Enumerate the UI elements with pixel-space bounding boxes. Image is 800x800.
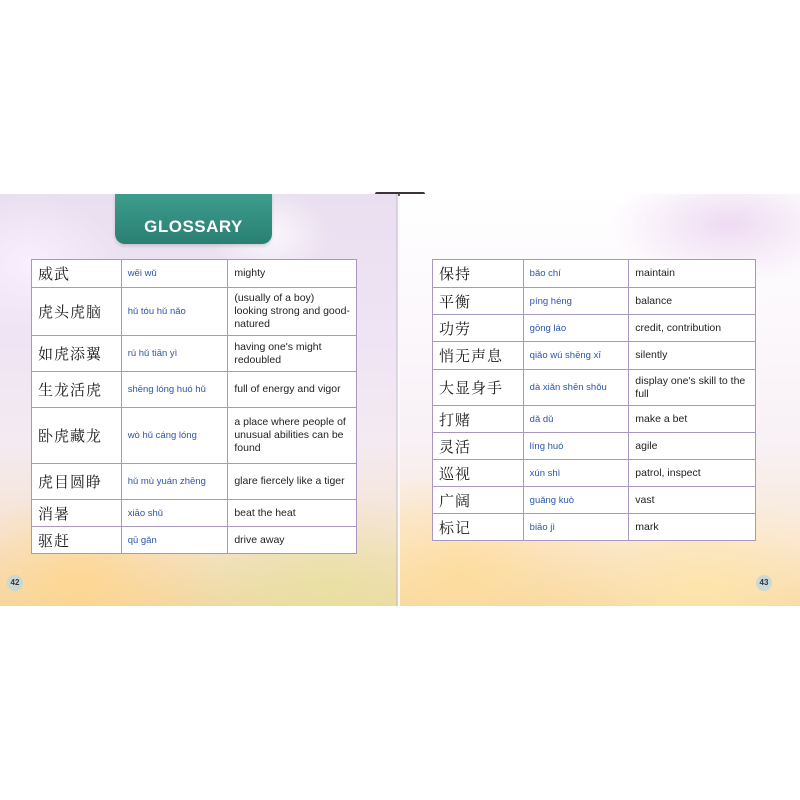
glossary-row bbox=[433, 433, 756, 460]
glossary-pinyin: hǔ tóu hǔ nǎo bbox=[121, 288, 228, 336]
glossary-hanzi: 消暑 bbox=[32, 500, 122, 527]
glossary-hanzi: 卧虎藏龙 bbox=[32, 408, 122, 464]
glossary-pinyin: hǔ mù yuán zhēng bbox=[121, 464, 228, 500]
glossary-hanzi: 打赌 bbox=[433, 406, 524, 433]
glossary-hanzi: 悄无声息 bbox=[433, 342, 524, 370]
glossary-hanzi: 标记 bbox=[433, 514, 524, 541]
glossary-pinyin: gōng láo bbox=[523, 315, 629, 342]
glossary-row bbox=[433, 460, 756, 487]
glossary-meaning: maintain bbox=[629, 260, 756, 288]
glossary-meaning: make a bet bbox=[629, 406, 756, 433]
glossary-pinyin: píng héng bbox=[523, 288, 629, 315]
glossary-row bbox=[433, 288, 756, 315]
glossary-table-left bbox=[31, 259, 357, 554]
glossary-hanzi: 虎目圆睁 bbox=[32, 464, 122, 500]
glossary-row bbox=[32, 500, 357, 527]
glossary-pinyin: xún shì bbox=[523, 460, 629, 487]
glossary-pinyin: qiǎo wú shēng xī bbox=[523, 342, 629, 370]
glossary-pinyin: qū gǎn bbox=[121, 527, 228, 554]
glossary-row bbox=[32, 408, 357, 464]
glossary-row bbox=[433, 406, 756, 433]
glossary-row bbox=[32, 288, 357, 336]
glossary-meaning: mark bbox=[629, 514, 756, 541]
glossary-meaning: beat the heat bbox=[228, 500, 357, 527]
glossary-pinyin: shēng lóng huó hǔ bbox=[121, 372, 228, 408]
glossary-row bbox=[433, 370, 756, 406]
glossary-hanzi: 平衡 bbox=[433, 288, 524, 315]
glossary-row bbox=[32, 372, 357, 408]
glossary-row bbox=[433, 342, 756, 370]
glossary-hanzi: 巡视 bbox=[433, 460, 524, 487]
glossary-hanzi: 如虎添翼 bbox=[32, 336, 122, 372]
glossary-hanzi: 驱赶 bbox=[32, 527, 122, 554]
glossary-pinyin: xiāo shǔ bbox=[121, 500, 228, 527]
glossary-hanzi: 保持 bbox=[433, 260, 524, 288]
glossary-title: GLOSSARY bbox=[144, 217, 243, 236]
glossary-meaning: silently bbox=[629, 342, 756, 370]
page-number-right: 43 bbox=[756, 575, 772, 591]
glossary-hanzi: 威武 bbox=[32, 260, 122, 288]
glossary-pinyin: dǎ dǔ bbox=[523, 406, 629, 433]
page-number-left: 42 bbox=[7, 575, 23, 591]
glossary-meaning: patrol, inspect bbox=[629, 460, 756, 487]
glossary-pinyin: wēi wǔ bbox=[121, 260, 228, 288]
glossary-pinyin: wò hǔ cáng lóng bbox=[121, 408, 228, 464]
glossary-meaning: balance bbox=[629, 288, 756, 315]
glossary-table-right bbox=[432, 259, 756, 541]
glossary-row bbox=[433, 315, 756, 342]
glossary-meaning: full of energy and vigor bbox=[228, 372, 357, 408]
left-page bbox=[0, 194, 398, 606]
glossary-meaning: credit, contribution bbox=[629, 315, 756, 342]
glossary-meaning: vast bbox=[629, 487, 756, 514]
glossary-meaning: agile bbox=[629, 433, 756, 460]
glossary-hanzi: 功劳 bbox=[433, 315, 524, 342]
glossary-row bbox=[32, 336, 357, 372]
glossary-meaning: mighty bbox=[228, 260, 357, 288]
glossary-meaning: drive away bbox=[228, 527, 357, 554]
glossary-hanzi: 大显身手 bbox=[433, 370, 524, 406]
glossary-row bbox=[32, 527, 357, 554]
glossary-meaning: (usually of a boy) looking strong and good-natured bbox=[228, 288, 357, 336]
glossary-hanzi: 虎头虎脑 bbox=[32, 288, 122, 336]
glossary-meaning: glare fiercely like a tiger bbox=[228, 464, 357, 500]
glossary-pinyin: líng huó bbox=[523, 433, 629, 460]
glossary-row bbox=[433, 260, 756, 288]
glossary-meaning: having one's might redoubled bbox=[228, 336, 357, 372]
glossary-hanzi: 生龙活虎 bbox=[32, 372, 122, 408]
glossary-pinyin: bǎo chí bbox=[523, 260, 629, 288]
glossary-row bbox=[32, 260, 357, 288]
right-page bbox=[400, 194, 800, 606]
glossary-hanzi: 灵活 bbox=[433, 433, 524, 460]
glossary-meaning: a place where people of unusual abilities can be found bbox=[228, 408, 357, 464]
glossary-meaning: display one's skill to the full bbox=[629, 370, 756, 406]
open-book bbox=[0, 194, 800, 606]
glossary-row bbox=[433, 487, 756, 514]
glossary-row bbox=[32, 464, 357, 500]
glossary-pinyin: biāo jì bbox=[523, 514, 629, 541]
glossary-pinyin: dà xiǎn shēn shǒu bbox=[523, 370, 629, 406]
glossary-header-tab bbox=[115, 194, 272, 244]
glossary-pinyin: rú hǔ tiān yì bbox=[121, 336, 228, 372]
glossary-pinyin: guǎng kuò bbox=[523, 487, 629, 514]
glossary-hanzi: 广阔 bbox=[433, 487, 524, 514]
glossary-row bbox=[433, 514, 756, 541]
